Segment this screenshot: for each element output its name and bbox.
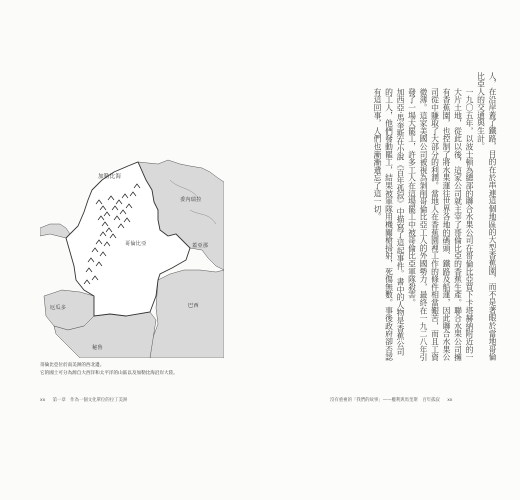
map-caption-line-2: 它的國土可分為源自大西洋和太平洋的山區以及加勒比海沿岸大陸。	[40, 371, 178, 376]
right-page	[260, 0, 520, 500]
guyana-label: 蓋亞那	[192, 243, 209, 249]
right-footer	[330, 397, 452, 403]
brazil-shape	[150, 270, 224, 358]
caribbean-sea-label: 加勒比海	[98, 174, 122, 180]
map-graphic	[40, 120, 224, 358]
left-page-number: xx	[40, 398, 46, 403]
paragraph-3: 加西亞·馬奎斯在小說《百年孤寂》中描寫了這起事件。書中的人物是香蕉公司的工人，他們發動罷工，結果被軍隊用機關槍掃射，死傷無數。事後政府卻否認有這回事，人們也漸漸遺忘了這一切。	[373, 88, 405, 361]
paragraph-2: 一九〇五年，以波士頓為總部的聯合水果公司在哥倫比亞買下卡塔赫納附近的一大片土地，從此以後，這家公司就主宰了哥倫比亞的香蕉生產。聯合水果公司擁有香蕉園，也控制了將水果運往世界各地的碼頭、鐵路及船運，因此聯合水果公司從中賺取了大部分的利潤。當地人在香蕉園裡工作的條件相當艱苦，而且工資微薄。這家美國公司被視為剝削哥倫比亞工人的外國勢力，最終在一九二八年引發了一場大罷工，許多工人在這場罷工中被哥倫比亞軍隊殺害。	[407, 88, 474, 361]
right-running-head: 沒有重複的「我們的故事」——權利與馬奎斯 百年孤寂	[330, 398, 440, 403]
left-footer	[40, 397, 127, 403]
venezuela-label: 委內瑞拉	[180, 197, 202, 203]
paragraph-1: 人，在沿岸蓋了鐵路，目的在於串連這個地區的大型香蕉園，而不是著眼於當地哥倫比亞人的交通與生計。	[476, 72, 497, 361]
colombia-map	[40, 120, 224, 358]
left-chapter-title: 第一章 作為一個文化單位的拉丁美洲	[52, 398, 128, 403]
panama-shape	[40, 224, 70, 238]
colombia-label: 哥倫比亞	[125, 241, 147, 247]
body-text	[298, 72, 498, 362]
map-caption-line-1: 哥倫比亞位於南美洲的西北邊。	[40, 363, 105, 368]
peru-label: 秘魯	[92, 345, 103, 351]
brazil-label: 巴西	[188, 303, 199, 309]
ecuador-label: 厄瓜多	[50, 305, 67, 311]
right-page-number: xx	[447, 398, 453, 403]
